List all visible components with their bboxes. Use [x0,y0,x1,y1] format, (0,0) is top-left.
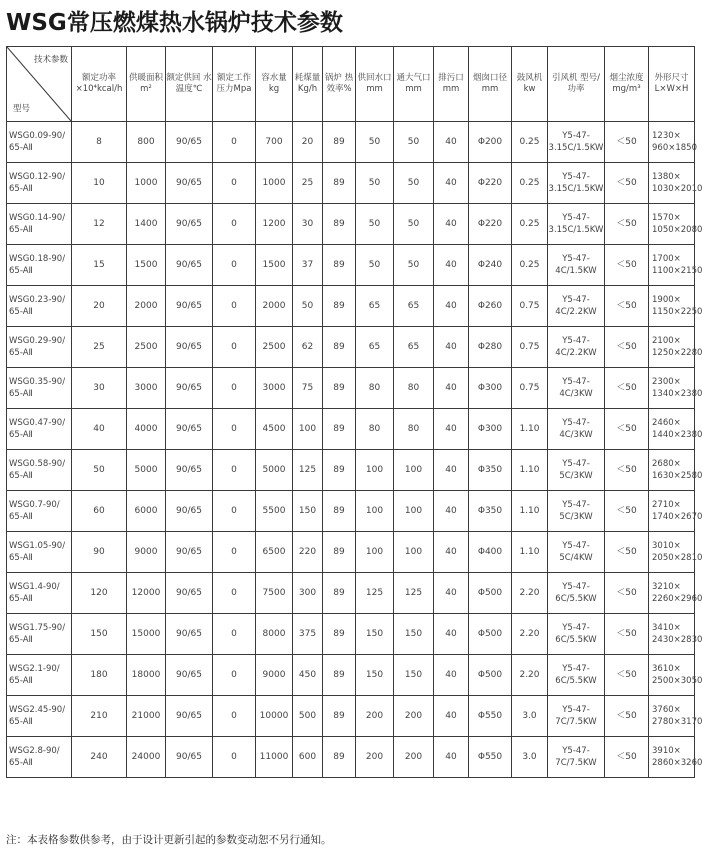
table-cell: 700 [256,122,293,163]
table-cell: 50 [394,163,434,204]
table-cell: Φ550 [469,737,512,778]
table-cell: 25 [72,327,127,368]
table-cell: 120 [72,573,127,614]
table-cell: 0 [213,491,256,532]
table-cell: 1000 [256,163,293,204]
table-cell: WSG0.14-90/ 65-AⅡ [7,204,72,245]
table-cell: 50 [356,204,394,245]
table-row [7,532,695,573]
table-cell: 90/65 [166,696,213,737]
table-cell: 3000 [256,368,293,409]
table-cell: 65 [394,286,434,327]
table-cell: 50 [356,122,394,163]
table-cell: 40 [434,573,469,614]
table-cell: 40 [434,163,469,204]
table-cell: 1230× 960×1850 [649,122,695,163]
table-cell: 5500 [256,491,293,532]
table-cell: WSG1.75-90/ 65-AⅡ [7,614,72,655]
table-cell: Φ350 [469,491,512,532]
header-efficiency: 锅炉 热效率% [323,47,356,122]
table-cell: 2.20 [512,655,548,696]
table-cell: 0 [213,696,256,737]
table-cell: 40 [434,286,469,327]
table-cell: 100 [356,450,394,491]
header-vent: 通大气口 mm [394,47,434,122]
table-cell: 60 [72,491,127,532]
table-cell: 600 [293,737,323,778]
table-cell: 4500 [256,409,293,450]
table-cell: ＜50 [605,737,649,778]
table-row [7,491,695,532]
table-cell: WSG0.58-90/ 65-AⅡ [7,450,72,491]
table-cell: 12000 [127,573,166,614]
header-drain: 排污口 mm [434,47,469,122]
table-cell: 40 [434,614,469,655]
table-cell: 90/65 [166,573,213,614]
table-cell: 40 [434,327,469,368]
table-cell: 0.75 [512,368,548,409]
table-cell: 40 [434,532,469,573]
table-cell: 89 [323,491,356,532]
table-cell: 20 [293,122,323,163]
table-cell: 40 [434,655,469,696]
table-cell: 80 [356,368,394,409]
table-cell: 90/65 [166,122,213,163]
table-row [7,409,695,450]
table-cell: 0 [213,368,256,409]
table-cell: 150 [293,491,323,532]
table-cell: 40 [434,696,469,737]
table-cell: 1.10 [512,491,548,532]
table-cell: WSG0.23-90/ 65-AⅡ [7,286,72,327]
table-cell: 50 [394,122,434,163]
table-cell: 1.10 [512,409,548,450]
table-cell: 1570× 1050×2080 [649,204,695,245]
table-cell: 100 [293,409,323,450]
table-cell: 1380× 1030×2010 [649,163,695,204]
table-cell: 4000 [127,409,166,450]
table-cell: 21000 [127,696,166,737]
table-cell: WSG2.45-90/ 65-AⅡ [7,696,72,737]
table-cell: 1.10 [512,450,548,491]
table-cell: Y5-47- 4C/3KW [548,368,605,409]
table-cell: 220 [293,532,323,573]
table-cell: 89 [323,245,356,286]
table-cell: 125 [356,573,394,614]
table-cell: 89 [323,532,356,573]
table-cell: 80 [356,409,394,450]
table-cell: 15 [72,245,127,286]
table-cell: 11000 [256,737,293,778]
table-cell: 0.25 [512,163,548,204]
table-cell: 125 [293,450,323,491]
table-cell: 6500 [256,532,293,573]
table-cell: 40 [434,491,469,532]
table-cell: 100 [356,491,394,532]
table-cell: 2000 [127,286,166,327]
table-cell: ＜50 [605,368,649,409]
table-cell: 3010× 2050×2810 [649,532,695,573]
table-cell: 90 [72,532,127,573]
corner-header [7,47,72,122]
table-cell: 0.25 [512,204,548,245]
table-cell: Φ240 [469,245,512,286]
table-cell: 40 [72,409,127,450]
table-cell: Y5-47- 5C/3KW [548,491,605,532]
table-cell: Y5-47- 3.15C/1.5KW [548,204,605,245]
header-water-capacity: 容水量 kg [256,47,293,122]
table-cell: 89 [323,163,356,204]
table-cell: 89 [323,450,356,491]
table-cell: 40 [434,245,469,286]
table-cell: ＜50 [605,573,649,614]
table-cell: 2000 [256,286,293,327]
table-cell: 65 [356,286,394,327]
table-cell: 0.75 [512,327,548,368]
table-cell: 80 [394,368,434,409]
table-cell: 65 [356,327,394,368]
table-cell: Φ300 [469,368,512,409]
table-cell: 200 [356,696,394,737]
table-row [7,245,695,286]
table-cell: 80 [394,409,434,450]
table-cell: Φ220 [469,163,512,204]
table-cell: WSG0.7-90/ 65-AⅡ [7,491,72,532]
table-cell: 90/65 [166,614,213,655]
table-cell: Φ550 [469,696,512,737]
table-cell: 40 [434,204,469,245]
table-cell: ＜50 [605,327,649,368]
table-cell: ＜50 [605,245,649,286]
table-cell: Y5-47- 4C/3KW [548,409,605,450]
table-cell: 50 [356,163,394,204]
table-cell: WSG2.8-90/ 65-AⅡ [7,737,72,778]
table-cell: 50 [394,204,434,245]
table-cell: 2.20 [512,573,548,614]
table-cell: ＜50 [605,409,649,450]
header-row [7,47,695,122]
table-cell: 125 [394,573,434,614]
table-cell: 8 [72,122,127,163]
table-cell: 150 [394,655,434,696]
table-cell: 3.0 [512,696,548,737]
table-cell: 24000 [127,737,166,778]
table-cell: 240 [72,737,127,778]
table-cell: 2460× 1440×2380 [649,409,695,450]
table-cell: WSG2.1-90/ 65-AⅡ [7,655,72,696]
table-cell: 5000 [256,450,293,491]
table-cell: ＜50 [605,696,649,737]
table-cell: Y5-47- 4C/1.5KW [548,245,605,286]
table-cell: 89 [323,696,356,737]
table-cell: 90/65 [166,491,213,532]
table-cell: 40 [434,409,469,450]
table-cell: ＜50 [605,122,649,163]
table-cell: 50 [293,286,323,327]
table-cell: 375 [293,614,323,655]
table-cell: 89 [323,614,356,655]
table-cell: Φ200 [469,122,512,163]
table-cell: Φ280 [469,327,512,368]
table-cell: 0.25 [512,122,548,163]
table-row [7,450,695,491]
header-heating-area: 供暖面积 m² [127,47,166,122]
table-cell: 0 [213,450,256,491]
table-row [7,368,695,409]
table-row [7,204,695,245]
table-cell: Φ350 [469,450,512,491]
table-cell: 3760× 2780×3170 [649,696,695,737]
table-cell: 1700× 1100×2150 [649,245,695,286]
table-cell: 3210× 2260×2960 [649,573,695,614]
table-cell: 300 [293,573,323,614]
table-cell: 210 [72,696,127,737]
table-row [7,286,695,327]
table-cell: 40 [434,450,469,491]
table-cell: Φ220 [469,204,512,245]
table-cell: 90/65 [166,204,213,245]
table-cell: 89 [323,286,356,327]
table-cell: Y5-47- 5C/4KW [548,532,605,573]
table-cell: 2.20 [512,614,548,655]
table-cell: WSG0.09-90/ 65-AⅡ [7,122,72,163]
table-cell: 40 [434,368,469,409]
table-cell: 89 [323,655,356,696]
header-power: 额定功率 ×10⁴kcal/h [72,47,127,122]
table-cell: Y5-47- 6C/5.5KW [548,655,605,696]
table-cell: 62 [293,327,323,368]
table-cell: 25 [293,163,323,204]
table-cell: Y5-47- 5C/3KW [548,450,605,491]
table-cell: 2500 [127,327,166,368]
table-cell: WSG0.29-90/ 65-AⅡ [7,327,72,368]
table-cell: 89 [323,368,356,409]
table-cell: 50 [356,245,394,286]
table-cell: Y5-47- 6C/5.5KW [548,614,605,655]
table-cell: 10000 [256,696,293,737]
table-cell: 7500 [256,573,293,614]
header-blower: 鼓风机 kw [512,47,548,122]
table-cell: 0 [213,655,256,696]
table-cell: 40 [434,737,469,778]
table-cell: 0 [213,327,256,368]
table-cell: 200 [394,737,434,778]
table-cell: 150 [72,614,127,655]
table-cell: 100 [394,450,434,491]
header-supply-return: 供回水口 mm [356,47,394,122]
table-row [7,737,695,778]
table-cell: 180 [72,655,127,696]
table-cell: 0.25 [512,245,548,286]
table-cell: 3000 [127,368,166,409]
table-cell: 150 [356,614,394,655]
table-cell: 90/65 [166,737,213,778]
table-cell: 0 [213,245,256,286]
table-cell: 1000 [127,163,166,204]
table-cell: 100 [394,491,434,532]
table-cell: 2710× 1740×2670 [649,491,695,532]
table-cell: 1.10 [512,532,548,573]
table-cell: WSG1.05-90/ 65-AⅡ [7,532,72,573]
table-cell: 50 [72,450,127,491]
table-cell: 90/65 [166,655,213,696]
table-cell: 10 [72,163,127,204]
table-cell: Y5-47- 4C/2.2KW [548,286,605,327]
table-row [7,696,695,737]
table-cell: 12 [72,204,127,245]
table-cell: 0 [213,737,256,778]
table-cell: 75 [293,368,323,409]
table-cell: ＜50 [605,614,649,655]
table-cell: 1500 [127,245,166,286]
table-cell: 90/65 [166,245,213,286]
table-cell: 1900× 1150×2250 [649,286,695,327]
table-cell: 100 [394,532,434,573]
table-cell: 90/65 [166,450,213,491]
table-cell: WSG0.18-90/ 65-AⅡ [7,245,72,286]
table-cell: 3910× 2860×3260 [649,737,695,778]
table-cell: 90/65 [166,163,213,204]
table-cell: 9000 [256,655,293,696]
table-cell: WSG0.12-90/ 65-AⅡ [7,163,72,204]
table-cell: 0.75 [512,286,548,327]
table-cell: 90/65 [166,286,213,327]
table-cell: 1400 [127,204,166,245]
table-cell: 90/65 [166,368,213,409]
header-chimney: 烟囱口径 mm [469,47,512,122]
table-cell: Y5-47- 6C/5.5KW [548,573,605,614]
table-cell: 200 [394,696,434,737]
corner-top-label: 技术参数 [33,55,68,65]
table-cell: 2100× 1250×2280 [649,327,695,368]
page-title: WSG常压燃煤热水锅炉技术参数 [6,10,343,36]
table-cell: 89 [323,327,356,368]
table-cell: 200 [356,737,394,778]
table-cell: ＜50 [605,286,649,327]
table-cell: 3610× 2500×3050 [649,655,695,696]
table-cell: 30 [72,368,127,409]
table-cell: 89 [323,737,356,778]
table-cell: ＜50 [605,491,649,532]
table-cell: 9000 [127,532,166,573]
table-cell: 0 [213,122,256,163]
table-cell: ＜50 [605,204,649,245]
table-cell: WSG0.47-90/ 65-AⅡ [7,409,72,450]
table-cell: 0 [213,573,256,614]
table-cell: 5000 [127,450,166,491]
table-row [7,163,695,204]
header-water-temp: 额定供回 水温度℃ [166,47,213,122]
table-row [7,614,695,655]
table-cell: Φ260 [469,286,512,327]
table-cell: 100 [356,532,394,573]
table-cell: 0 [213,614,256,655]
table-cell: Φ400 [469,532,512,573]
table-cell: 37 [293,245,323,286]
table-cell: ＜50 [605,655,649,696]
table-row [7,655,695,696]
table-cell: Y5-47- 3.15C/1.5KW [548,163,605,204]
table-cell: 0 [213,204,256,245]
table-cell: 0 [213,286,256,327]
table-cell: 1500 [256,245,293,286]
table-cell: 6000 [127,491,166,532]
table-cell: 0 [213,409,256,450]
header-induced-fan: 引风机 型号/功率 [548,47,605,122]
table-cell: Φ500 [469,614,512,655]
table-cell: 2300× 1340×2380 [649,368,695,409]
table-cell: 18000 [127,655,166,696]
table-cell: 90/65 [166,532,213,573]
table-cell: 3.0 [512,737,548,778]
table-cell: 40 [434,122,469,163]
table-cell: 3410× 2430×2830 [649,614,695,655]
table-cell: 90/65 [166,327,213,368]
table-cell: 1200 [256,204,293,245]
table-cell: 150 [394,614,434,655]
table-cell: 89 [323,122,356,163]
spec-table [6,46,702,778]
table-cell: Y5-47- 4C/2.2KW [548,327,605,368]
table-cell: 150 [356,655,394,696]
header-dust: 烟尘浓度 mg/m³ [605,47,649,122]
table-cell: 89 [323,409,356,450]
table-cell: 2680× 1630×2580 [649,450,695,491]
table-cell: 800 [127,122,166,163]
header-pressure: 额定工作 压力Mpa [213,47,256,122]
corner-bottom-label: 型号 [13,104,31,114]
table-cell: 0 [213,532,256,573]
table-cell: 90/65 [166,409,213,450]
table-cell: 50 [394,245,434,286]
table-cell: Φ300 [469,409,512,450]
table-row [7,327,695,368]
table-cell: Φ500 [469,655,512,696]
header-dimensions: 外形尺寸 L×W×H [649,47,695,122]
table-cell: 500 [293,696,323,737]
table-cell: ＜50 [605,450,649,491]
table-cell: 0 [213,163,256,204]
table-cell: Y5-47- 7C/7.5KW [548,737,605,778]
footnote: 注：本表格参数供参考，由于设计更新引起的参数变动恕不另行通知。 [6,834,332,846]
table-cell: 450 [293,655,323,696]
table-cell: WSG0.35-90/ 65-AⅡ [7,368,72,409]
table-cell: 65 [394,327,434,368]
table-row [7,573,695,614]
table-cell: 8000 [256,614,293,655]
table-cell: Y5-47- 7C/7.5KW [548,696,605,737]
table-cell: 2500 [256,327,293,368]
table-cell: 89 [323,573,356,614]
table-cell: 89 [323,204,356,245]
header-coal-consumption: 耗煤量 Kg/h [293,47,323,122]
table-cell: 30 [293,204,323,245]
table-cell: ＜50 [605,163,649,204]
table-cell: ＜50 [605,532,649,573]
table-cell: Y5-47- 3.15C/1.5KW [548,122,605,163]
table-cell: Φ500 [469,573,512,614]
table-cell: 20 [72,286,127,327]
table-row [7,122,695,163]
table-cell: 15000 [127,614,166,655]
table-cell: WSG1.4-90/ 65-AⅡ [7,573,72,614]
